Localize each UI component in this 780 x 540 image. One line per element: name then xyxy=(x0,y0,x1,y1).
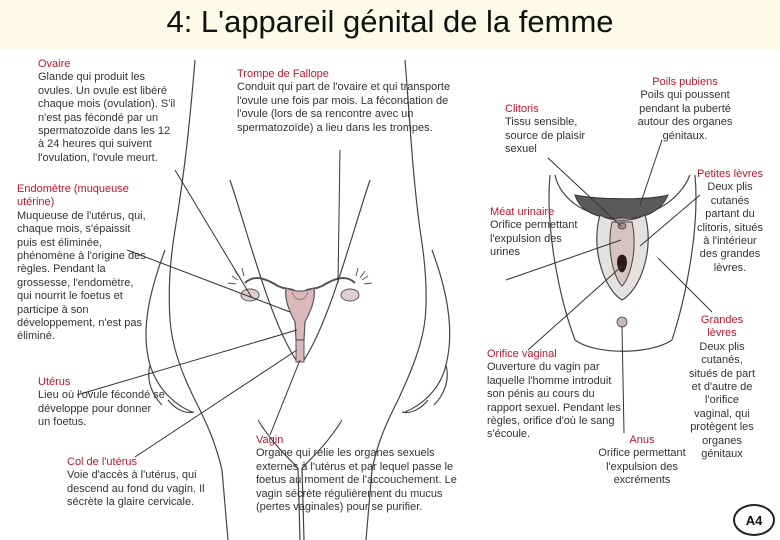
label-uterus xyxy=(38,376,166,430)
page-badge: A4 xyxy=(733,504,775,536)
label-uterus-heading: Utérus xyxy=(38,376,71,388)
label-poils-text: Poils qui poussent pendant la puberté autour des organes génitaux. xyxy=(637,89,733,142)
label-orifice-text: Ouverture du vagin par laquelle l'homme introduit son pénis au cours du rapport sexuel. Pendant les règles, orifice d'où le sang s'écoule. xyxy=(487,361,621,441)
label-meat xyxy=(490,206,582,260)
label-clitoris xyxy=(505,103,603,157)
label-orifice xyxy=(487,348,625,442)
label-anus-heading: Anus xyxy=(629,434,655,446)
vulva-illustration xyxy=(549,175,696,351)
label-anus xyxy=(598,434,686,488)
label-meat-heading: Méat urinaire xyxy=(490,206,555,218)
label-ovaire-heading: Ovaire xyxy=(38,58,71,70)
label-col xyxy=(67,456,227,510)
label-meat-text: Orifice permettant l'expulsion des urines xyxy=(490,219,578,259)
label-vagin-text: Organe qui relie les organes sexuels externes à l'utérus et par lequel passe le foetus au moment de l'accouchement. Le vagin sécrète régulièrement du mucus (pertes vaginales) pour se purifier. xyxy=(256,447,457,514)
label-clitoris-heading: Clitoris xyxy=(505,103,539,115)
label-vagin-heading: Vagin xyxy=(256,434,284,446)
label-poils-heading: Poils pubiens xyxy=(652,76,718,88)
label-anus-text: Orifice permettant l'expulsion des excréments xyxy=(598,447,686,487)
label-endometre-heading: Endomètre (muqueuse utérine) xyxy=(17,183,129,209)
label-clitoris-text: Tissu sensible, source de plaisir sexuel xyxy=(505,116,586,156)
label-poils xyxy=(625,76,745,143)
label-grandes-heading: Grandes lèvres xyxy=(700,314,744,340)
label-trompe xyxy=(237,68,459,135)
label-col-text: Voie d'accès à l'utérus, qui descend au fond du vagin. Il sécrète la glaire cervicale. xyxy=(67,469,205,509)
label-trompe-text: Conduit qui part de l'ovaire et qui transporte l'ovule une fois par mois. La fécondation de l'ovule (lors de sa rencontre avec un spermatozoïde) a lieu dans les trompes. xyxy=(237,81,451,134)
label-endometre xyxy=(17,183,150,344)
label-ovaire-text: Glande qui produit les ovules. Un ovule est libéré chaque mois (ovulation). S'il n'est pas fécondé par un spermatozoïde dans les 12 à 24 heures qui suivent l'ovulation, l'ovule meurt. xyxy=(38,71,176,164)
label-uterus-text: Lieu où l'ovule fécondé se développe pour donner un foetus. xyxy=(38,389,165,429)
label-grandes-text: Deux plis cutanés, situés de part et d'autre de l'orifice vaginal, qui protègent les organes génitaux xyxy=(688,340,756,461)
label-trompe-heading: Trompe de Fallope xyxy=(237,68,329,80)
label-endometre-text: Muqueuse de l'utérus, qui, chaque mois, s'épaissit puis est éliminée, phénomène à l'origine des règles. Pendant la grossesse, l'endomètre, qui nourrit le foetus et participe à son développement, n'est pas éliminé. xyxy=(17,209,146,343)
label-vagin xyxy=(256,434,466,514)
label-orifice-heading: Orifice vaginal xyxy=(487,348,557,360)
label-col-heading: Col de l'utérus xyxy=(67,456,137,468)
label-petites xyxy=(695,168,765,275)
label-ovaire xyxy=(38,58,178,165)
page-title: 4: L'appareil génital de la femme xyxy=(166,4,614,39)
label-petites-heading: Petites lèvres xyxy=(696,168,764,180)
uterus-diagram xyxy=(228,268,372,362)
label-petites-text: Deux plis cutanés partant du clitoris, situés à l'intérieur des grandes lèvres. xyxy=(696,181,764,274)
label-grandes xyxy=(686,314,758,461)
